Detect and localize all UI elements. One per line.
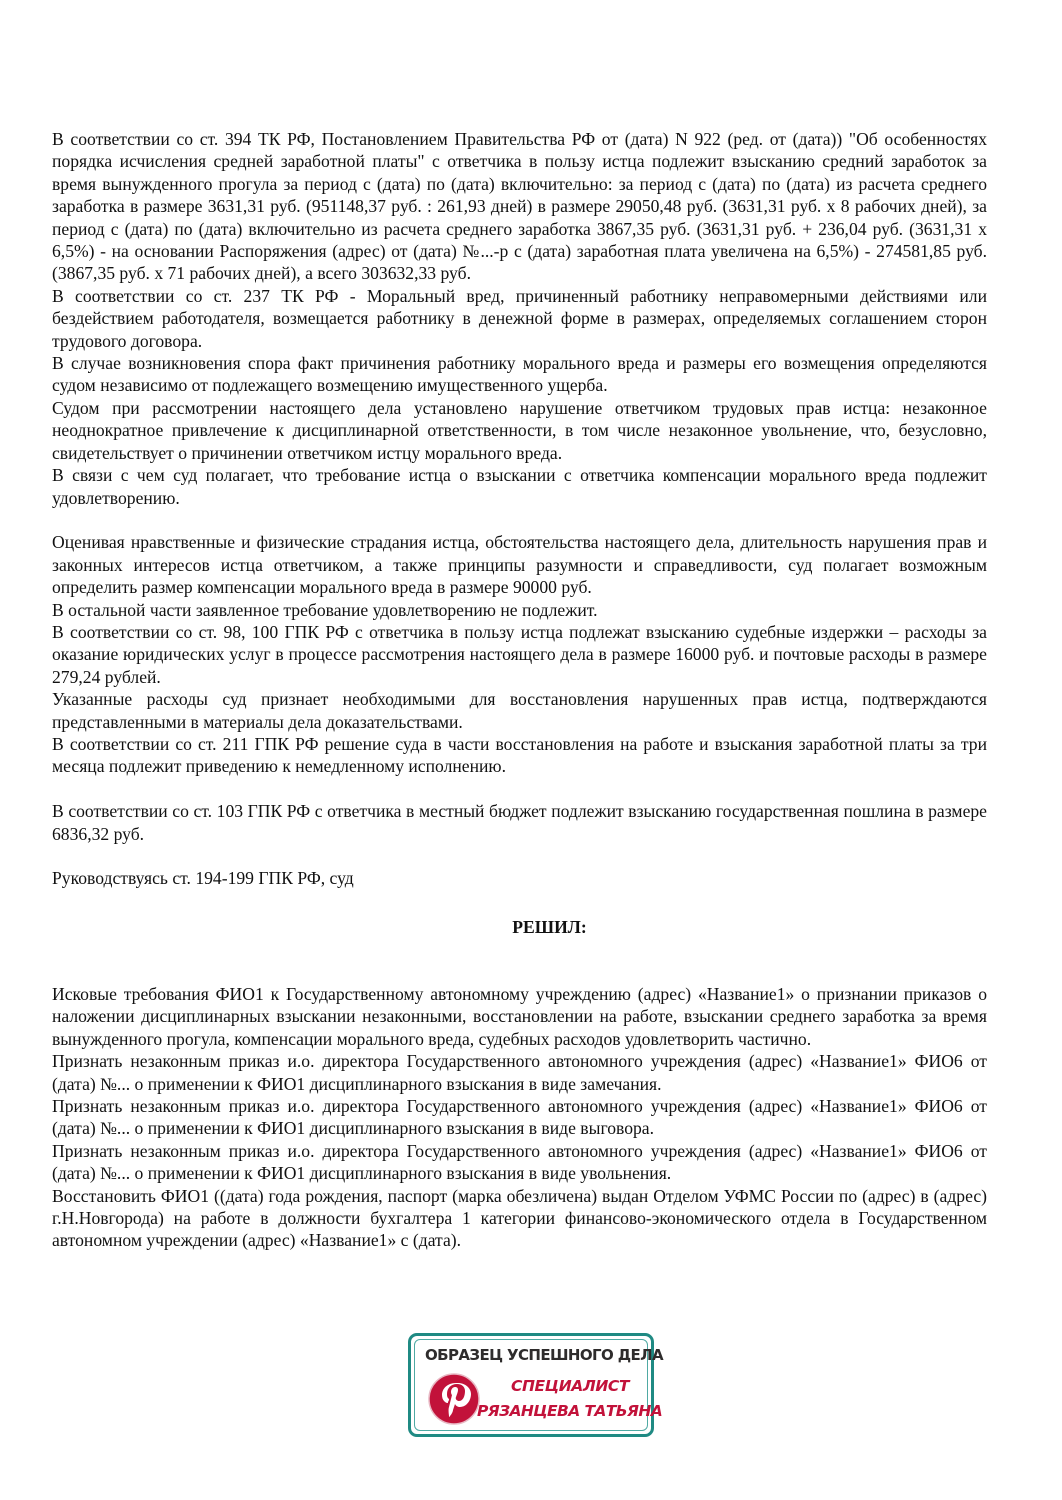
decision-item: Признать незаконным приказ и.о. директора Государственного автономного учреждения (адрес) «Название1» ФИО6 от (дата) №... о применении к ФИО1 дисциплинарного взыскания в виде увольнения. <box>52 1140 987 1184</box>
spacer <box>52 961 987 983</box>
paragraph-dispute: В случае возникновения спора факт причинения работнику морального вреда и размеры его возмещения определяются судом независимо от подлежащего возмещению имущественного ущерба. <box>52 353 987 396</box>
decision-heading: РЕШИЛ: <box>512 916 587 937</box>
pinterest-icon <box>427 1372 481 1426</box>
decision-item: Признать незаконным приказ и.о. директора Государственного автономного учреждения (адрес) «Название1» ФИО6 от (дата) №... о применении к ФИО1 дисциплинарного взыскания в виде замечания. <box>52 1051 987 1094</box>
document-body <box>52 128 987 1252</box>
paragraph-state-duty: В соответствии со ст. 103 ГПК РФ с ответчика в местный бюджет подлежит взысканию государственная пошлина в размере 6836,32 руб. <box>52 801 987 844</box>
stamp-title: ОБРАЗЕЦ УСПЕШНОГО ДЕЛА <box>425 1346 664 1364</box>
spacer <box>52 509 987 531</box>
decision-item: Признать незаконным приказ и.о. директора Государственного автономного учреждения (адрес) «Название1» ФИО6 от (дата) №... о применении к ФИО1 дисциплинарного взыскания в виде выговора. <box>52 1095 987 1139</box>
paragraph-compensation-amount: Оценивая нравственные и физические страдания истца, обстоятельства настоящего дела, длительность нарушения прав и законных интересов истца ответчиком, а также принципы разумности и справедливости, суд полагает возможным определить размер компенсации морального вреда в размере 90000 руб. <box>52 532 987 598</box>
stamp-name: РЯЗАНЦЕВА ТАТЬЯНА <box>477 1402 663 1420</box>
spacer <box>52 890 987 916</box>
paragraph-court-costs: В соответствии со ст. 98, 100 ГПК РФ с ответчика в пользу истца подлежат взысканию судебные издержки – расходы за оказание юридических услуг в процессе рассмотрения настоящего дела в размере 16000 руб. и почтовые расходы в размере 279,24 рублей. <box>52 621 987 687</box>
success-case-stamp <box>408 1333 664 1437</box>
stamp-specialist-label: СПЕЦИАЛИСТ <box>511 1377 630 1395</box>
decision-item: Восстановить ФИО1 ((дата) года рождения, паспорт (марка обезличена) выдан Отделом УФМС России по (адрес) в (адрес) г.Н.Новгорода) на работе в должности бухгалтера 1 категории финансово-экономического отдела в Государственном автономном учреждении (адрес) «Название1» с (дата). <box>52 1185 987 1251</box>
decision-item: Исковые требования ФИО1 к Государственному автономному учреждению (адрес) «Название1» о признании приказов о наложении дисциплинарных взыскании незаконными, восстановлении на работе, взыскании среднего заработка за время вынужденного прогула, компенсации морального вреда, судебных расходов удовлетворить частично. <box>52 983 987 1049</box>
paragraph-costs-necessary: Указанные расходы суд признает необходимыми для восстановления нарушенных прав истца, подтверждаются представленными в материалы дела доказательствами. <box>52 689 987 732</box>
paragraph-claim-satisfaction: В связи с чем суд полагает, что требование истца о взыскании с ответчика компенсации морального вреда подлежит удовлетворению. <box>52 465 987 508</box>
paragraph-remaining-claim: В остальной части заявленное требование удовлетворению не подлежит. <box>52 599 598 620</box>
spacer <box>52 938 987 960</box>
paragraph-average-earnings: В соответствии со ст. 394 ТК РФ, Постановлением Правительства РФ от (дата) N 922 (ред. от (дата)) "Об особенностях порядка исчисления средней заработной платы" с ответчика в пользу истца подлежит взысканию средний заработок за время вынужденного прогула за период с (дата) по (дата) включительно: за период с (дата) по (дата) из расчета среднего заработка в размере 3631,31 руб. (951148,37 руб. : 261,93 дней) в размере 29050,48 руб. (3631,31 руб. х 8 рабочих дней), за период с (дата) по (дата) включительно из расчета среднего заработка 3867,35 руб. (3631,31 руб. + 236,04 руб. (3631,31 х 6,5%) - на основании Распоряжения (адрес) от (дата) №...-р с (дата) заработная плата увеличена на 6,5%) - 274581,85 руб. (3867,35 руб. х 71 рабочих дней), а всего 303632,33 руб. <box>52 129 987 284</box>
paragraph-immediate-execution: В соответствии со ст. 211 ГПК РФ решение суда в части восстановления на работе и взыскания заработной платы за три месяца подлежит приведению к немедленному исполнению. <box>52 733 987 777</box>
spacer <box>52 778 987 800</box>
spacer <box>52 845 987 867</box>
paragraph-moral-harm-law: В соответствии со ст. 237 ТК РФ - Моральный вред, причиненный работнику неправомерными действиями или бездействием работодателя, возмещается работнику в денежной форме в размерах, определяемых соглашением сторон трудового договора. <box>52 285 987 351</box>
paragraph-guided-by: Руководствуясь ст. 194-199 ГПК РФ, суд <box>52 868 354 889</box>
paragraph-violation-established: Судом при рассмотрении настоящего дела установлено нарушение ответчиком трудовых прав истца: незаконное неоднократное привлечение к дисциплинарной ответственности, в том числе незаконное увольнение, что, безусловно, свидетельствует о причинении ответчиком истцу морального вреда. <box>52 397 987 463</box>
